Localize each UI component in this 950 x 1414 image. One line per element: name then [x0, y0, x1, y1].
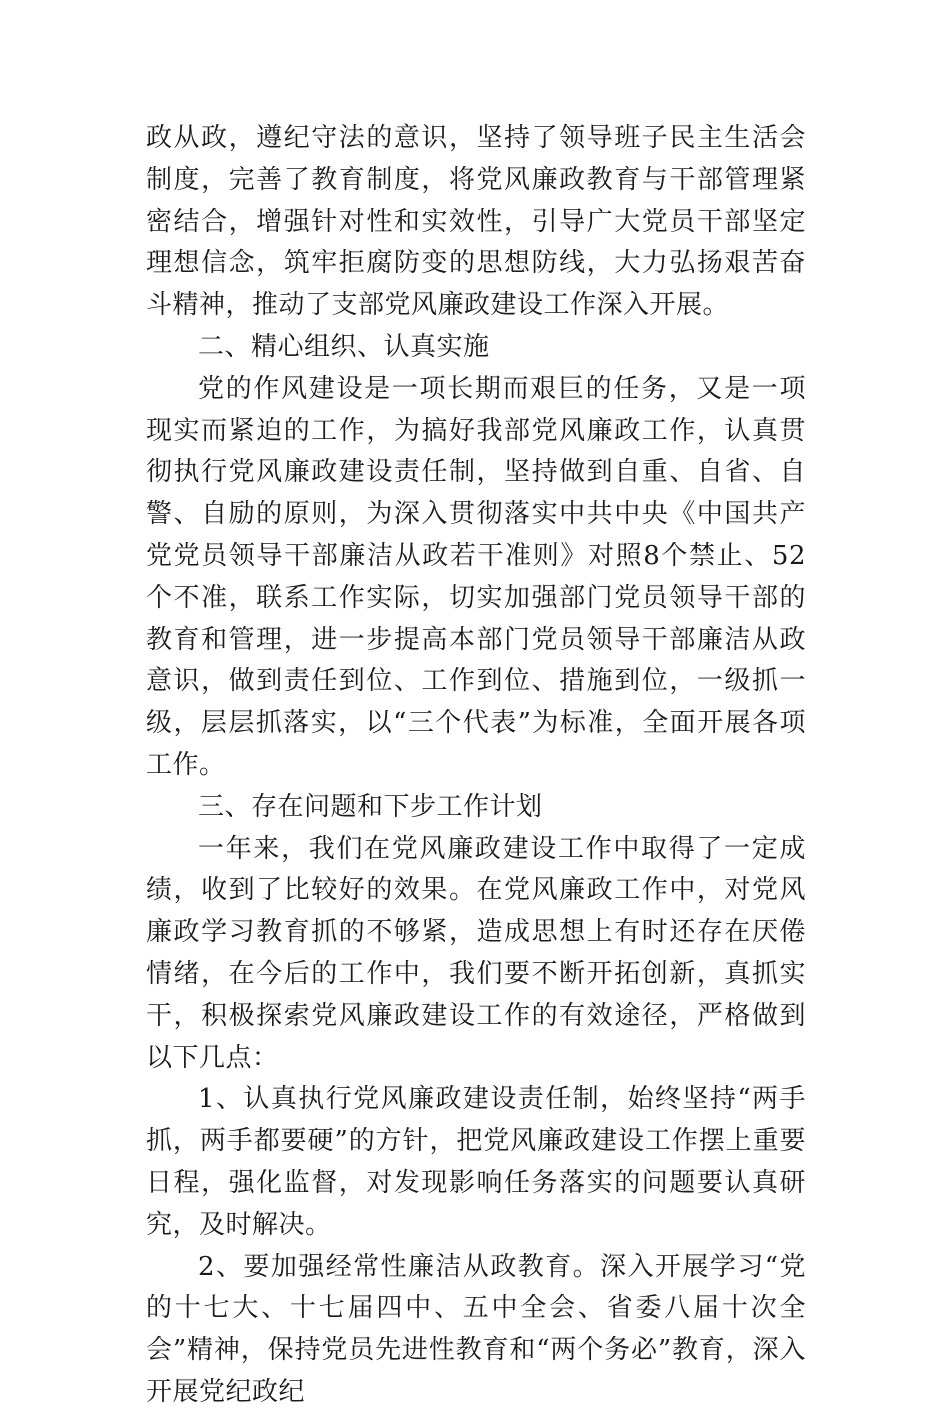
- document-body: [146, 118, 806, 1414]
- section-heading-3: 三、存在问题和下步工作计划: [198, 791, 543, 822]
- paragraph: 党的作风建设是一项长期而艰巨的任务，又是一项现实而紧迫的工作，为搞好我部党风廉政工作，认真贯彻执行党风廉政建设责任制，坚持做到自重、自省、自警、自励的原则，为深入贯彻落实中共中央《中国共产党党员领导干部廉洁从政若干准则》对照8个禁止、52个不准，联系工作实际，切实加强部门党员领导干部的教育和管理，进一步提高本部门党员领导干部廉洁从政意识，做到责任到位、工作到位、措施到位，一级抓一级，层层抓落实，以“三个代表”为标准，全面开展各项工作。: [146, 373, 806, 780]
- list-item-1: 1、认真执行党风廉政建设责任制，始终坚持“两手抓，两手都要硬”的方针，把党风廉政建设工作摆上重要日程，强化监督，对发现影响任务落实的问题要认真研究，及时解决。: [146, 1084, 806, 1240]
- paragraph: 一年来，我们在党风廉政建设工作中取得了一定成绩，收到了比较好的效果。在党风廉政工作中，对党风廉政学习教育抓的不够紧，造成思想上有时还存在厌倦情绪，在今后的工作中，我们要不断开拓创新，真抓实干，积极探索党风廉政建设工作的有效途径，严格做到以下几点：: [146, 833, 806, 1073]
- list-item-2: 2、要加强经常性廉洁从政教育。深入开展学习“党的十七大、十七届四中、五中全会、省委八届十次全会”精神，保持党员先进性教育和“两个务必”教育，深入开展党纪政纪: [146, 1251, 806, 1407]
- paragraph-continuation: 政从政，遵纪守法的意识，坚持了领导班子民主生活会制度，完善了教育制度，将党风廉政教育与干部管理紧密结合，增强针对性和实效性，引导广大党员干部坚定理想信念，筑牢拒腐防变的思想防线，大力弘扬艰苦奋斗精神，推动了支部党风廉政建设工作深入开展。: [146, 123, 806, 321]
- section-heading-2: 二、精心组织、认真实施: [198, 331, 490, 362]
